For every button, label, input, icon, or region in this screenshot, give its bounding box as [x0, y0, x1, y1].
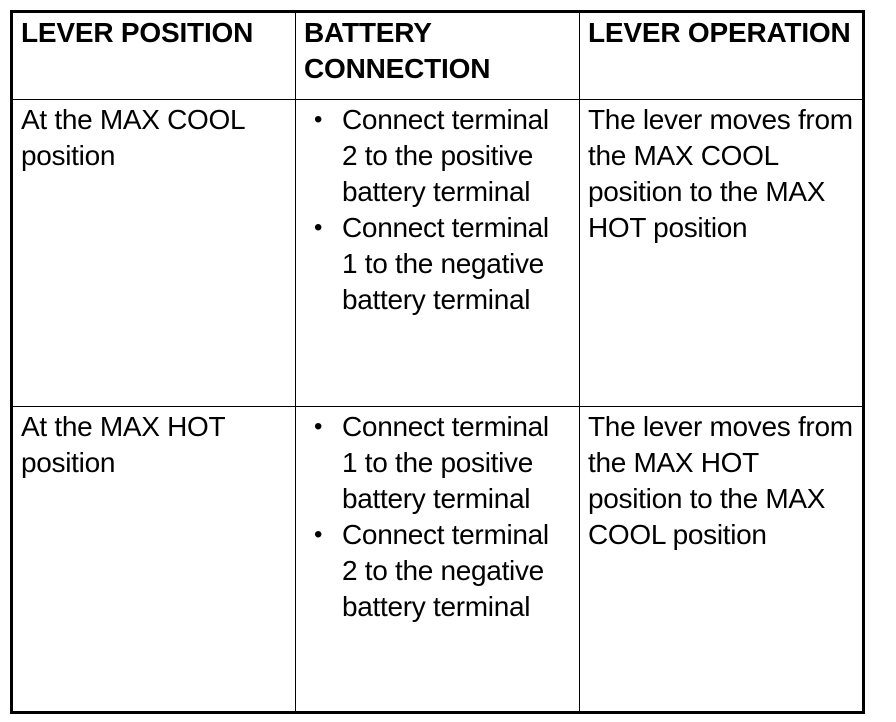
cell-lever-operation: The lever moves from the MAX HOT position to the MAX COOL position	[580, 406, 864, 713]
cell-lever-operation: The lever moves from the MAX COOL position to the MAX HOT position	[580, 100, 864, 407]
bullet-icon: •	[314, 106, 323, 133]
cell-battery-connection	[296, 406, 580, 713]
cell-lever-position: At the MAX HOT position	[12, 406, 296, 713]
bullet-icon: •	[314, 520, 323, 548]
list-item	[304, 517, 571, 625]
list-item	[304, 102, 571, 210]
connection-list	[304, 102, 571, 318]
list-item	[304, 210, 571, 318]
cell-battery-connection	[296, 100, 580, 407]
header-lever-position: LEVER POSITION	[12, 12, 296, 100]
bullet-icon: •	[314, 214, 323, 241]
list-item	[304, 409, 571, 517]
connection-step: Connect terminal 2 to the positive battery terminal	[342, 104, 549, 207]
cell-lever-position: At the MAX COOL position	[12, 100, 296, 407]
header-battery-connection: BATTERY CONNECTION	[296, 12, 580, 100]
lever-operation-table	[10, 10, 865, 714]
header-lever-operation: LEVER OPERATION	[580, 12, 864, 100]
connection-list	[304, 409, 571, 625]
connection-step: Connect terminal 1 to the negative battery terminal	[342, 212, 549, 315]
table-row	[12, 100, 864, 407]
table-header-row	[12, 12, 864, 100]
bullet-icon: •	[314, 412, 323, 440]
connection-step: Connect terminal 1 to the positive battery terminal	[342, 410, 549, 514]
table-row	[12, 406, 864, 713]
connection-step: Connect terminal 2 to the negative battery terminal	[342, 518, 549, 622]
